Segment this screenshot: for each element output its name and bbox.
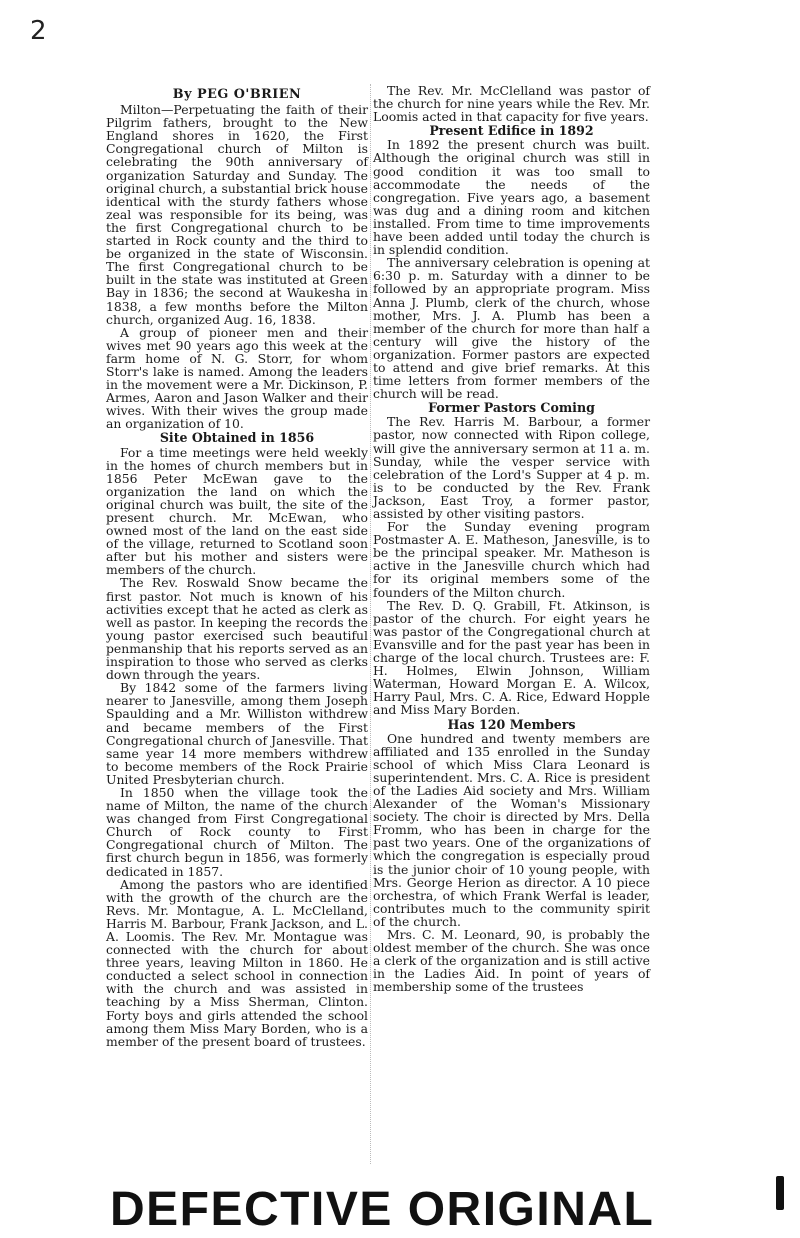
subheading: Present Edifice in 1892 (429, 123, 594, 139)
paragraph: The Rev. Mr. McClelland was pastor of the church for nine years while the Rev. Mr. Loomis acted in that capacity for five years. (373, 83, 650, 125)
paragraph: The anniversary celebration is opening at 6:30 p. m. Saturday with a dinner to be followed by an appropriate program. Miss Anna J. Plumb, clerk of the church, whose mother, Mrs. J. A. Plumb has been a member of the church for more than half a century will give the history of the organization. Former pastors are expected to attend and give brief remarks. At this time letters from former members of the church will be read. (373, 255, 650, 402)
paragraph: For a time meetings were held weekly in the homes of church members but in 1856 Peter McEwan gave to the organization the land on which the original church was built, the site of the present church. Mr. McEwan, who owned most of the land on the east side of the village, returned to Scotland soon after but his mother and sisters were members of the church. (106, 444, 368, 578)
paragraph: Mrs. C. M. Leonard, 90, is probably the oldest member of the church. She was once a clerk of the organization and is still active in the Ladies Aid. In point of years of membership some of the trustees (373, 927, 650, 995)
paragraph: In 1850 when the village took the name of Milton, the name of the church was changed from First Congregational Church of Rock county to First Congregational church of Milton. The first church begun in 1856, was formerly dedicated in 1857. (106, 784, 368, 879)
paragraph: By 1842 some of the farmers living nearer to Janesville, among them Joseph Spaulding and a Mr. Williston withdrew and became members of the First Congregational church of Janesville. That same year 14 more members withdrew to become members of the Rock Prairie United Presbyterian church. (106, 680, 368, 787)
paragraph: For the Sunday evening program Postmaster A. E. Matheson, Janesville, is to be the principal speaker. Mr. Matheson is active in the Janesville church which had for its original members some of the founders of the Milton church. (373, 519, 650, 600)
defective-original-stamp: DEFECTIVE ORIGINAL (110, 1183, 655, 1236)
scan-margin-mark (776, 1176, 784, 1210)
paragraph: Milton—Perpetuating the faith of their Pilgrim fathers, brought to the New England shores in 1620, the First Congregational church of Milton is celebrating the 90th anniversary of organization Saturday and Sunday. The original church, a substantial brick house identical with the sturdy fathers whose zeal was responsible for its being, was the first Congregational church to be started in Rock county and the third to be organized in the state of Wisconsin. The first Congregational church to be built in the state was instituted at Green Bay in 1836; the second at Waukesha in 1838, a few months before the Milton church, organized Aug. 16, 1838. (106, 102, 368, 327)
paragraph: The Rev. Roswald Snow became the first pastor. Not much is known of his activities except that he acted as clerk as well as pastor. In keeping the records the young pastor exercised such beautiful penmanship that his reports served as an inspiration to those who served as clerks down through the years. (106, 575, 368, 683)
paragraph: A group of pioneer men and their wives met 90 years ago this week at the farm home of N. G. Storr, for whom Storr's lake is named. Among the leaders in the movement were a Mr. Dickinson, P. Armes, Aaron and Jason Walker and their wives. With their wives the group made an organization of 10. (106, 324, 368, 432)
article-column-left (106, 84, 368, 1048)
article-column-right (373, 84, 650, 993)
paragraph: One hundred and twenty members are affiliated and 135 enrolled in the Sunday school of which Miss Clara Leonard is superintendent. Mrs. C. A. Rice is president of the Ladies Aid society and Mrs. William Alexander of the Woman's Missionary society. The choir is directed by Mrs. Della Fromm, who has been in charge for the past two years. One of the organizations of which the congregation is especially proud is the junior choir of 10 young people, with Mrs. George Herion as director. A 10 piece orchestra, of which Frank Werfal is leader, contributes much to the community spirit of the church. (373, 730, 650, 929)
paragraph: In 1892 the present church was built. Although the original church was still in good condition it was too small to accommodate the needs of the congregation. Five years ago, a basement was dug and a dining room and kitchen installed. From time to time improvements have been added until today the church is in splendid condition. (373, 137, 650, 258)
page-number: 2 (30, 16, 47, 46)
subheading: Has 120 Members (447, 716, 576, 732)
byline: By PEG O'BRIEN (172, 87, 302, 102)
subheading: Site Obtained in 1856 (159, 430, 315, 446)
paragraph: Among the pastors who are identified with the growth of the church are the Revs. Mr. Montague, A. L. McClelland, Harris M. Barbour, Frank Jackson, and L. A. Loomis. The Rev. Mr. Montague was connected with the church for about three years, leaving Milton in 1860. He conducted a select school in connection with the church and was assisted in teaching by a Miss Sherman, Clinton. Forty boys and girls attended the school among them Miss Mary Borden, who is a member of the present board of trustees. (106, 876, 368, 1049)
paragraph: The Rev. D. Q. Grabill, Ft. Atkinson, is pastor of the church. For eight years he was pastor of the Congregational church at Evansville and for the past year has been in charge of the local church. Trustees are: F. H. Holmes, Elwin Johnson, William Waterman, Howard Morgan E. A. Wilcox, Harry Paul, Mrs. C. A. Rice, Edward Hopple and Miss Mary Borden. (373, 597, 650, 718)
column-divider (370, 84, 371, 1164)
subheading: Former Pastors Coming (428, 400, 595, 416)
paragraph: The Rev. Harris M. Barbour, a former pastor, now connected with Ripon college, will give the anniversary sermon at 11 a. m. Sunday, while the vesper service with celebration of the Lord's Supper at 4 p. m. is to be conducted by the Rev. Frank Jackson, East Troy, a former pastor, assisted by other visiting pastors. (373, 414, 650, 521)
